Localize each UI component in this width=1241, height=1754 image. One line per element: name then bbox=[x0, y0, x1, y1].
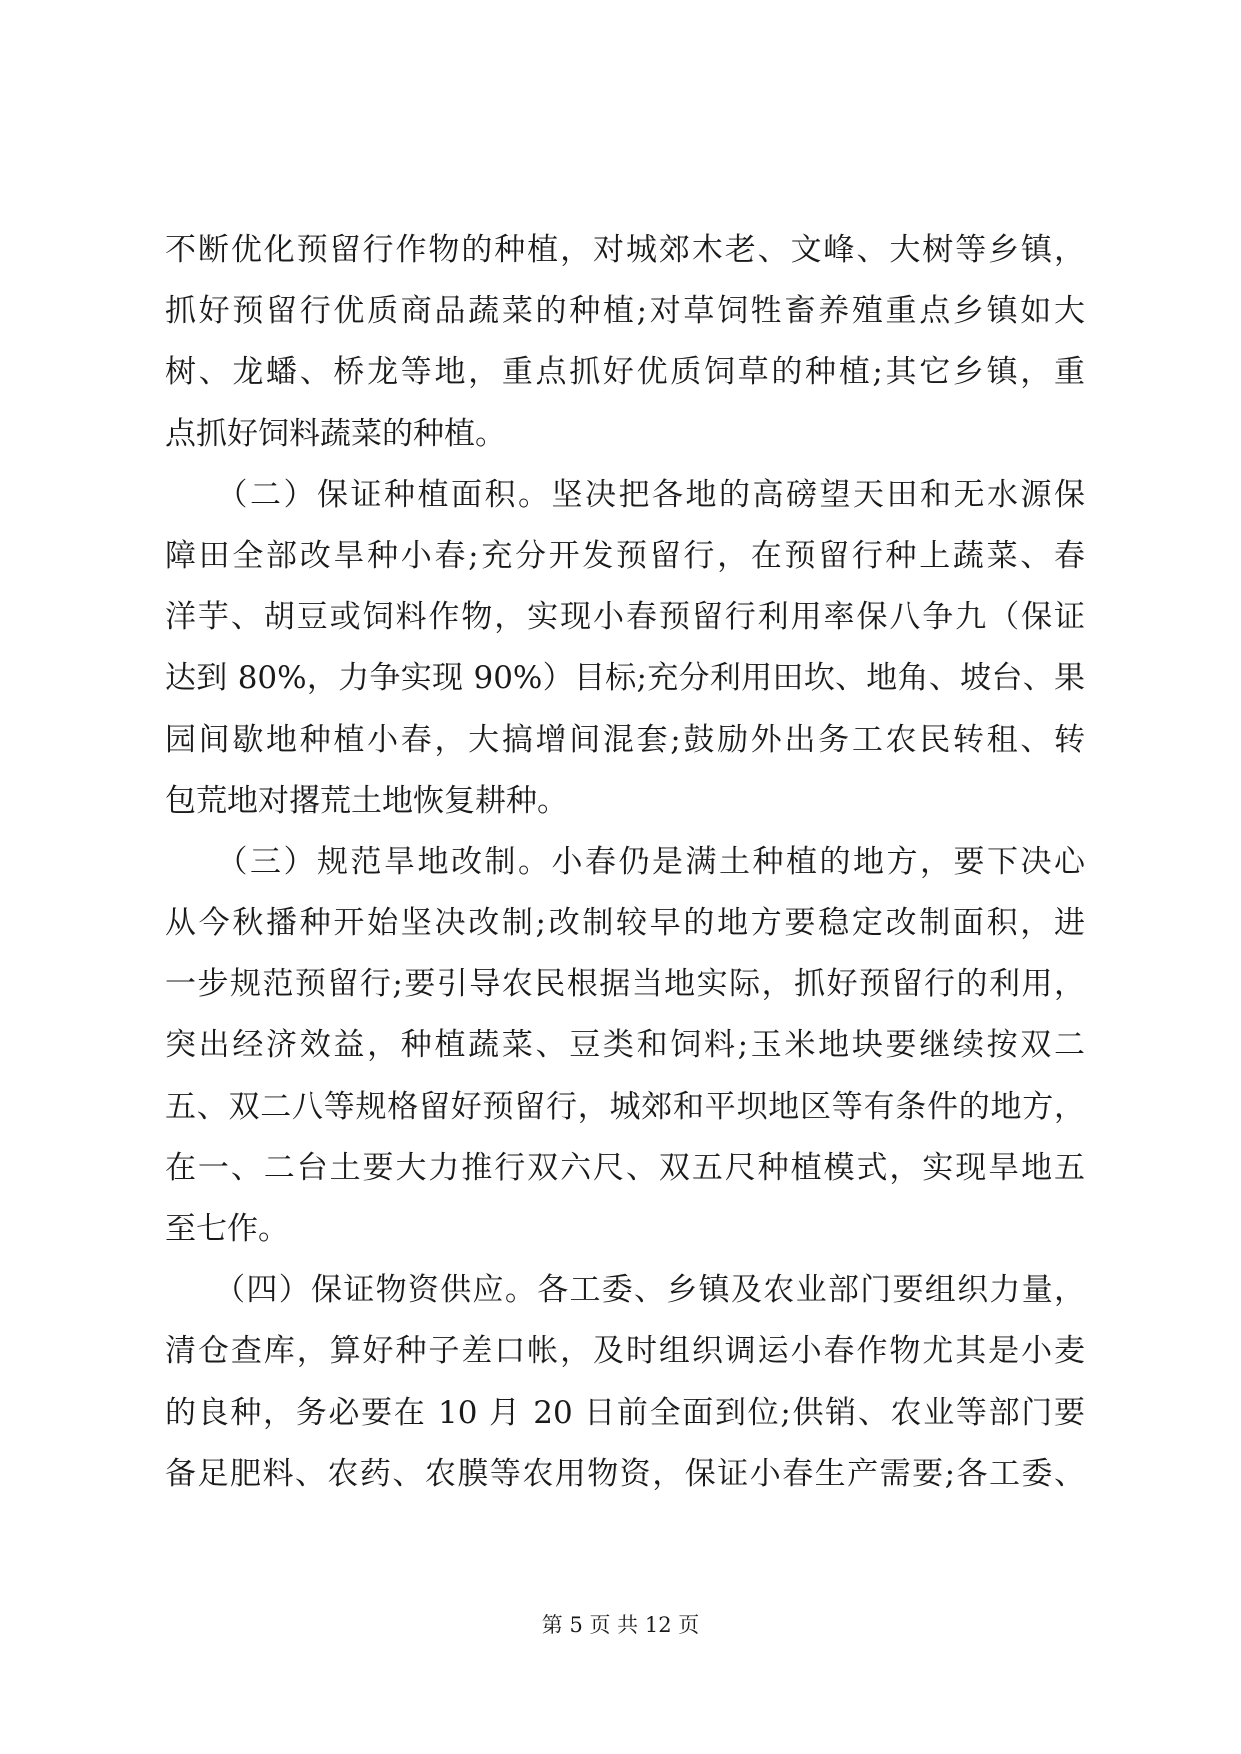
paragraph-1 bbox=[165, 228, 1085, 473]
body-text bbox=[165, 228, 1085, 1513]
paragraph-4 bbox=[165, 1268, 1085, 1513]
text-line: 洋芋、胡豆或饲料作物，实现小春预留行利用率保八争九（保证 bbox=[165, 599, 1085, 636]
text-line: （二）保证种植面积。坚决把各地的高磅望天田和无水源保 bbox=[165, 476, 1085, 513]
text-line: 抓好预留行优质商品蔬菜的种植;对草饲牲畜养殖重点乡镇如大 bbox=[165, 293, 1085, 330]
text-line: 达到 80%，力争实现 90%）目标;充分利用田坎、地角、坡台、果 bbox=[165, 660, 1085, 697]
text-line: 在一、二台土要大力推行双六尺、双五尺种植模式，实现旱地五 bbox=[165, 1149, 1085, 1186]
text-line: 备足肥料、农药、农膜等农用物资，保证小春生产需要;各工委、 bbox=[165, 1455, 1085, 1492]
paragraph-2 bbox=[165, 473, 1085, 840]
text-line: 点抓好饲料蔬菜的种植。 bbox=[165, 415, 506, 452]
text-line: 包荒地对撂荒土地恢复耕种。 bbox=[165, 782, 568, 819]
text-line: 突出经济效益，种植蔬菜、豆类和饲料;玉米地块要继续按双二 bbox=[165, 1027, 1085, 1064]
text-line: （三）规范旱地改制。小春仍是满土种植的地方，要下决心 bbox=[165, 843, 1085, 880]
text-line: 一步规范预留行;要引导农民根据当地实际，抓好预留行的利用， bbox=[165, 966, 1085, 1003]
text-line: 障田全部改旱种小春;充分开发预留行，在预留行种上蔬菜、春 bbox=[165, 537, 1085, 574]
page-number-footer: 第 5 页 共 12 页 bbox=[541, 1613, 700, 1637]
text-line: 五、双二八等规格留好预留行，城郊和平坝地区等有条件的地方， bbox=[165, 1088, 1085, 1125]
text-line: （四）保证物资供应。各工委、乡镇及农业部门要组织力量， bbox=[165, 1272, 1085, 1309]
text-line: 从今秋播种开始坚决改制;改制较早的地方要稳定改制面积，进 bbox=[165, 905, 1085, 942]
paragraph-3 bbox=[165, 840, 1085, 1268]
text-line: 清仓查库，算好种子差口帐，及时组织调运小春作物尤其是小麦 bbox=[165, 1333, 1085, 1370]
text-line: 园间歇地种植小春，大搞增间混套;鼓励外出务工农民转租、转 bbox=[165, 721, 1085, 758]
text-line: 至七作。 bbox=[165, 1211, 289, 1247]
text-line: 不断优化预留行作物的种植，对城郊木老、文峰、大树等乡镇， bbox=[165, 232, 1085, 268]
text-line: 的良种，务必要在 10 月 20 日前全面到位;供销、农业等部门要 bbox=[165, 1394, 1085, 1431]
text-line: 树、龙蟠、桥龙等地，重点抓好优质饲草的种植;其它乡镇，重 bbox=[165, 354, 1085, 391]
